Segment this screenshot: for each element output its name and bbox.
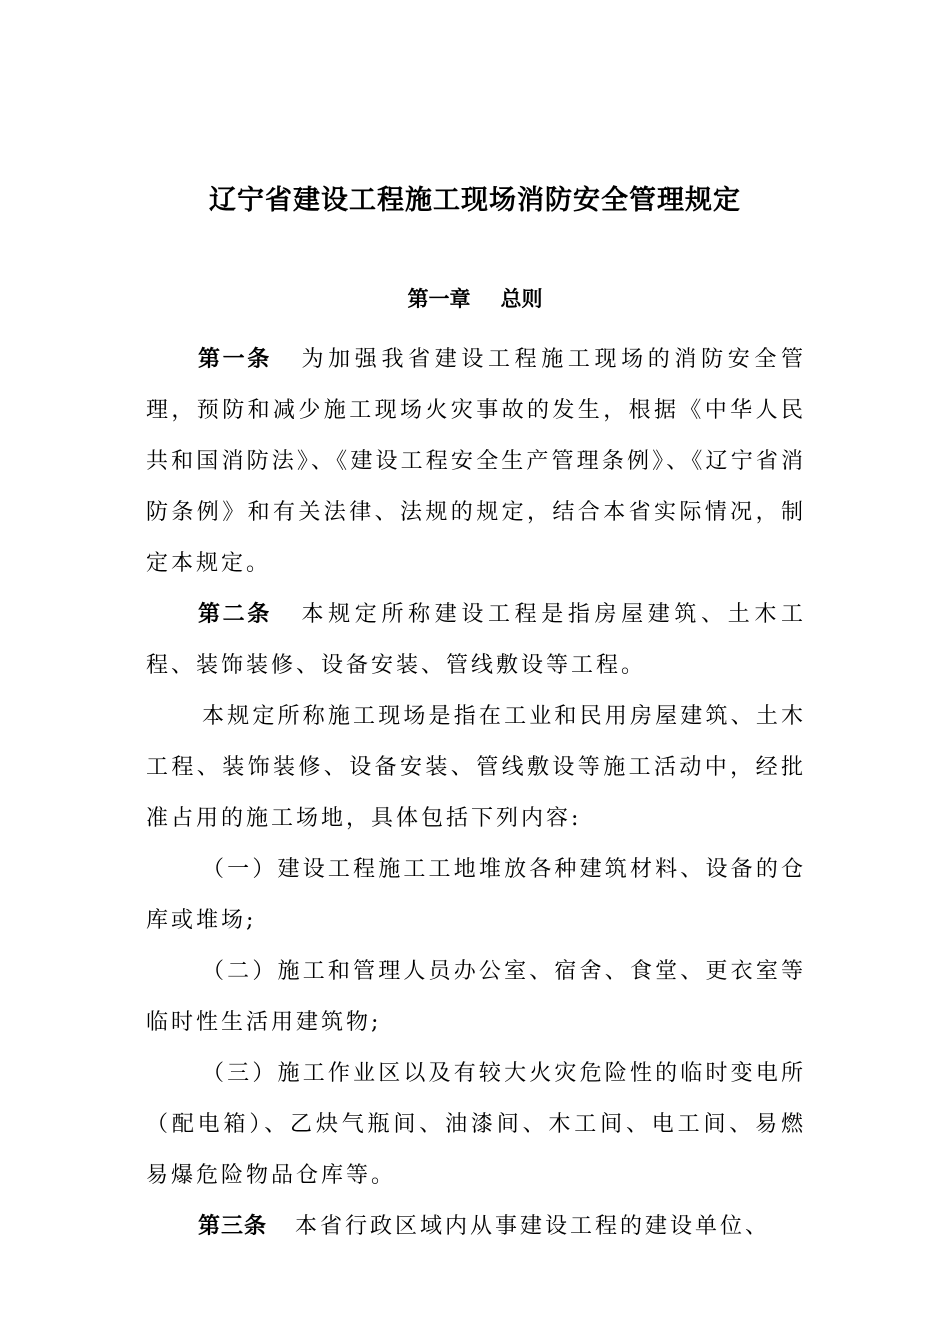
paragraph-article-3 [146, 1201, 806, 1252]
chapter-heading [0, 284, 950, 314]
paragraph-site-definition [146, 691, 806, 844]
list-item-1 [146, 844, 806, 946]
paragraph-article-1 [146, 334, 806, 589]
paragraph-text: 本规定所称建设工程是指房屋建筑、土木工程、装饰装修、设备安装、管线敷设等工程。 [146, 602, 806, 678]
list-item-2 [146, 946, 806, 1048]
list-item-3 [146, 1048, 806, 1201]
chapter-number: 第一章 [407, 287, 471, 311]
paragraph-text: 本规定所称施工现场是指在工业和民用房屋建筑、土木工程、装饰装修、设备安装、管线敷设等施工活动中，经批准占用的施工场地，具体包括下列内容: [146, 704, 806, 831]
paragraph-text: 为加强我省建设工程施工现场的消防安全管理，预防和减少施工现场火灾事故的发生，根据《中华人民共和国消防法》、《建设工程安全生产管理条例》、《辽宁省消防条例》和有关法律、法规的规定，结合本省实际情况，制定本规定。 [146, 347, 806, 576]
chapter-name: 总则 [500, 287, 543, 311]
document-title: 辽宁省建设工程施工现场消防安全管理规定 [209, 185, 741, 216]
document-body [146, 334, 806, 1252]
paragraph-text: （三）施工作业区以及有较大火灾危险性的临时变电所（配电箱）、乙炔气瓶间、油漆间、木工间、电工间、易燃易爆危险物品仓库等。 [146, 1061, 806, 1188]
paragraph-text: （一）建设工程施工工地堆放各种建筑材料、设备的仓库或堆场; [146, 857, 806, 933]
paragraph-text: （二）施工和管理人员办公室、宿舍、食堂、更衣室等临时性生活用建筑物; [146, 959, 806, 1035]
paragraph-article-2 [146, 589, 806, 691]
article-number: 第一条 [198, 347, 272, 372]
article-number: 第三条 [198, 1214, 268, 1239]
article-number: 第二条 [198, 602, 272, 627]
paragraph-text: 本省行政区域内从事建设工程的建设单位、 [295, 1214, 771, 1239]
